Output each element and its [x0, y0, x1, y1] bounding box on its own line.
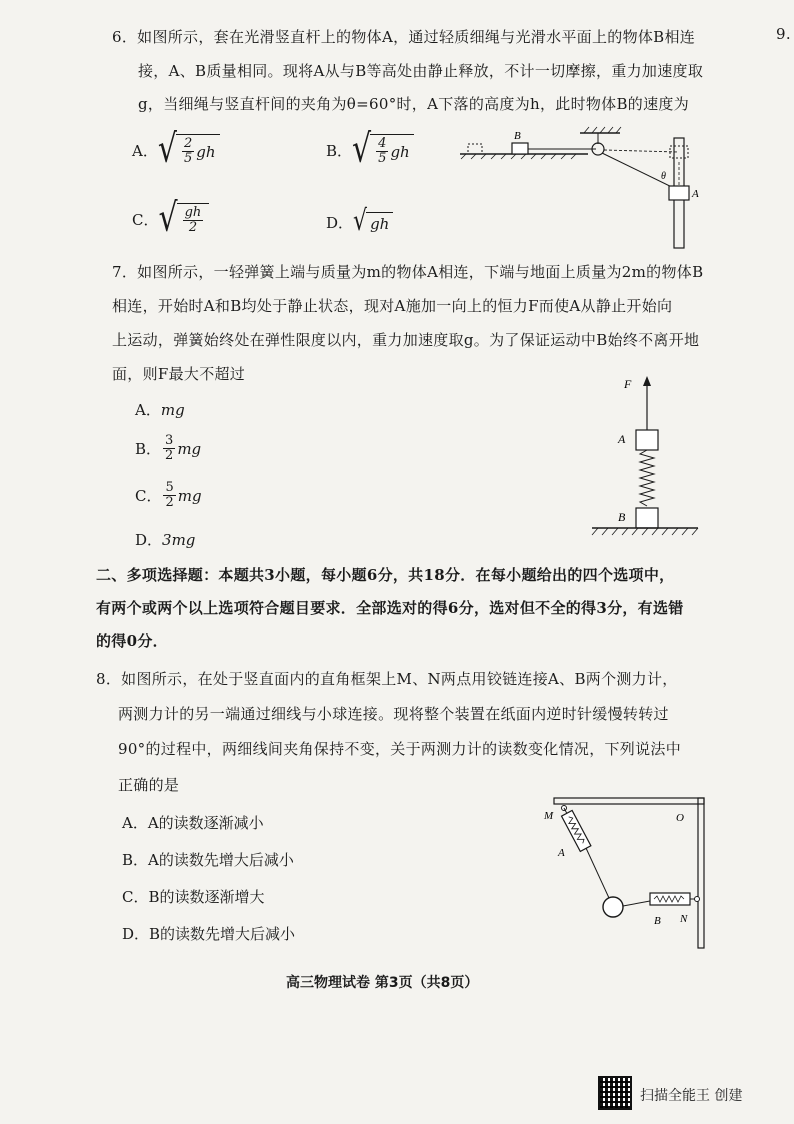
block-b	[636, 508, 658, 528]
block-b	[512, 143, 528, 154]
q8-option-d: D．B的读数先增大后减小	[122, 925, 296, 943]
option-label: B．	[326, 141, 353, 160]
label-a: A	[558, 847, 565, 859]
q6-figure	[456, 122, 699, 247]
option-label: D．	[326, 213, 354, 232]
q8-line-4: 正确的是	[118, 776, 180, 794]
sqrt-expression: √ gh	[353, 207, 393, 237]
q8-line-3: 90°的过程中，两细线间夹角保持不变，关于两测力计的读数变化情况，下列说法中	[118, 740, 681, 758]
expression-tail: gh	[390, 142, 410, 161]
q6-option-d	[326, 207, 393, 237]
ceiling-hatching	[584, 127, 621, 133]
label-a: A	[692, 188, 699, 200]
corner-page-number: 9.	[776, 25, 791, 43]
q6-option-c	[132, 195, 209, 242]
sqrt-body: gh	[366, 212, 393, 233]
label-a: A	[618, 432, 626, 446]
q7-line-2: 相连，开始时A和B均处于静止状态，现对A施加一向上的恒力F而使A从静止开始向	[112, 297, 673, 315]
force-arrow-head	[643, 376, 651, 386]
label-b: B	[618, 510, 626, 524]
section2-line-2: 有两个或两个以上选项符合题目要求．全部选对的得6分，选对但不全的得3分，有选错	[96, 599, 684, 617]
section2-line-3: 的得0分．	[96, 632, 168, 650]
q7-option-a	[135, 399, 185, 420]
q8-option-b: B．A的读数先增大后减小	[122, 851, 294, 869]
spring-scale-a	[559, 805, 591, 851]
q6-option-b	[326, 126, 414, 173]
string-to-a	[602, 153, 680, 191]
spring	[640, 450, 654, 506]
q6-line-2: 接，A、B质量相同。现将A从与B等高处由静止释放，不计一切摩擦，重力加速度取	[138, 62, 704, 80]
block-a	[636, 430, 658, 450]
fraction-denominator: 2	[165, 448, 174, 463]
fraction-denominator: 2	[165, 495, 174, 510]
q6-option-a	[132, 126, 220, 173]
q8-option-a: A．A的读数逐渐减小	[122, 814, 264, 832]
label-n: N	[680, 913, 688, 925]
q8-figure	[540, 794, 720, 952]
ground-hatching	[592, 528, 698, 535]
string-a	[586, 848, 609, 898]
option-label: D．	[135, 531, 163, 549]
initial-string-dashed	[604, 150, 678, 152]
block-a	[669, 186, 689, 200]
fraction-denominator: 5	[378, 151, 387, 166]
option-label: C．	[135, 487, 162, 505]
expression-tail: gh	[196, 142, 216, 161]
block-a-initial-dashed	[670, 146, 688, 158]
option-value: mg	[177, 486, 202, 505]
q8-line-1: 8．如图所示，在处于竖直面内的直角框架上M、N两点用铰链连接A、B两个测力计，	[96, 670, 678, 688]
label-o: O	[676, 812, 684, 824]
label-f: F	[624, 377, 632, 391]
q6-line-1: 6．如图所示，套在光滑竖直杆上的物体A，通过轻质细绳与光滑水平面上的物体B相连	[112, 28, 696, 46]
sqrt-expression: √ $\frac{gh}{2}$	[158, 203, 209, 235]
sqrt-expression: √ $\frac{2}{5}$ gh	[158, 134, 220, 166]
qr-code-icon	[598, 1076, 632, 1110]
label-b: B	[654, 915, 661, 927]
sqrt-expression: √ $\frac{4}{5}$ gh	[352, 134, 414, 166]
frame-top	[554, 798, 704, 804]
q6-line-3: g，当细绳与竖直杆间的夹角为θ=60°时，A下落的高度为h，此时物体B的速度为	[138, 95, 690, 113]
fraction-denominator: 5	[183, 151, 193, 166]
section2-line-1: 二、多项选择题：本题共3小题，每小题6分，共18分．在每小题给出的四个选项中，	[96, 566, 675, 584]
q7-option-d	[135, 529, 195, 550]
fraction-denominator: 2	[188, 220, 198, 235]
scanner-watermark: 扫描全能王 创建	[640, 1088, 743, 1104]
q7-line-1: 7．如图所示，一轻弹簧上端与质量为m的物体A相连，下端与地面上质量为2m的物体B	[112, 263, 704, 281]
frame-right	[698, 798, 704, 948]
hinge-n	[695, 897, 700, 902]
option-label: A．	[132, 141, 158, 160]
fraction-numerator: 3	[165, 433, 174, 448]
block-b-initial-dashed	[468, 144, 482, 154]
q8-option-c: C．B的读数逐渐增大	[122, 888, 265, 906]
q7-line-4: 面，则F最大不超过	[112, 365, 246, 383]
label-m: M	[544, 810, 554, 822]
q8-line-2: 两测力计的另一端通过细线与小球连接。现将整个装置在纸面内逆时针缓慢转转过	[118, 705, 669, 723]
page-footer: 高三物理试卷 第3页（共8页）	[286, 975, 479, 991]
spring-scale-b	[650, 893, 696, 905]
option-label: C．	[132, 210, 159, 229]
label-b: B	[514, 130, 521, 142]
fraction-numerator: 5	[165, 480, 174, 495]
fraction-numerator: 4	[378, 136, 387, 151]
q7-option-c	[135, 481, 202, 510]
fraction-numerator: 2	[183, 136, 193, 151]
q7-option-b	[135, 434, 201, 463]
option-label: A．	[135, 401, 161, 419]
string-b	[623, 901, 650, 906]
option-value: mg	[160, 401, 185, 419]
label-theta: θ	[661, 171, 666, 182]
fraction-numerator: gh	[184, 205, 202, 220]
option-value: mg	[177, 439, 202, 458]
ball	[603, 897, 623, 917]
q7-figure	[590, 372, 700, 542]
q7-line-3: 上运动，弹簧始终处在弹性限度以内，重力加速度取g。为了保证运动中B始终不离开地	[112, 331, 700, 349]
option-value: 3mg	[162, 531, 196, 549]
option-label: B．	[135, 440, 162, 458]
